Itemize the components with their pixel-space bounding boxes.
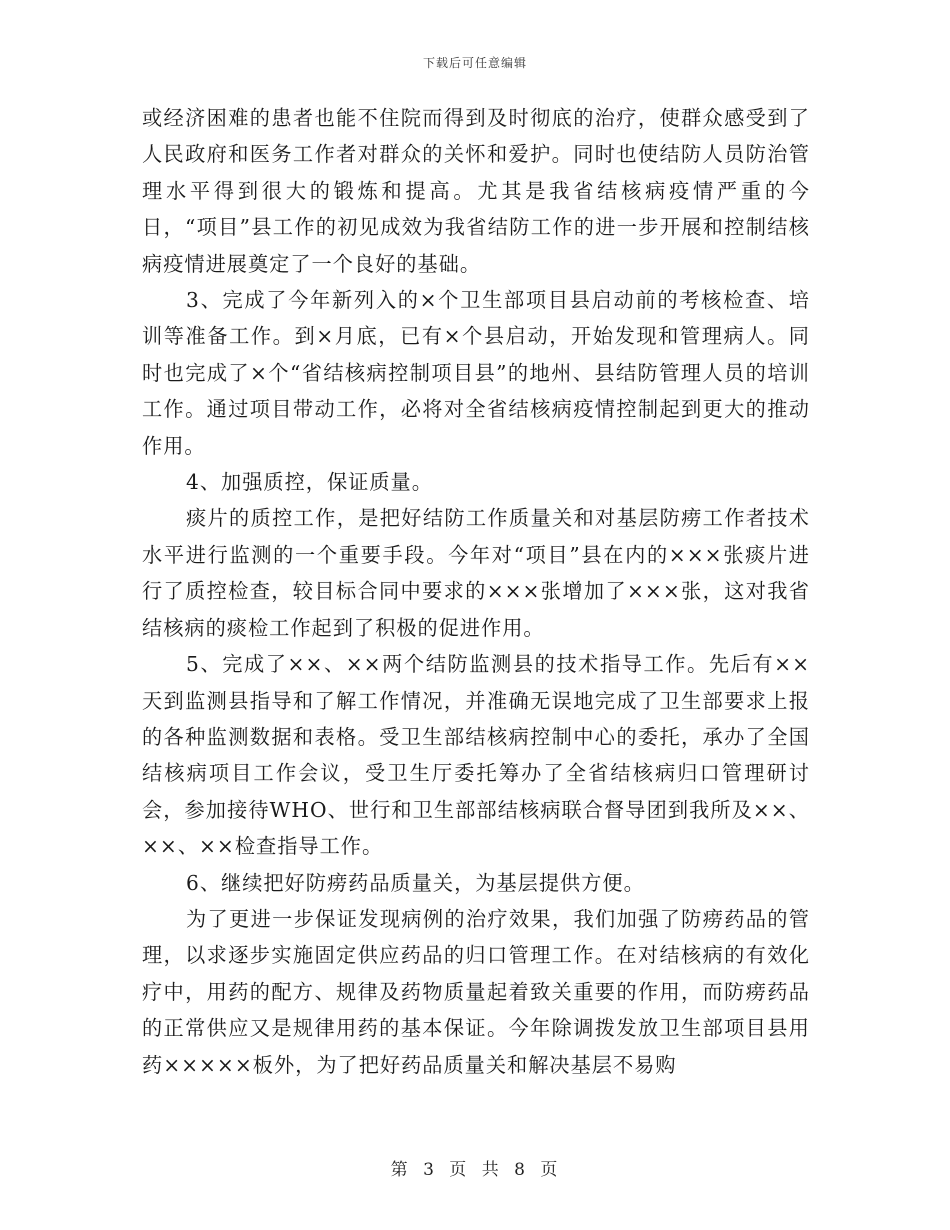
paragraph-quality-control: 痰片的质控工作，是把好结防工作质量关和对基层防痨工作者技术水平进行监测的一个重要手段。今年对“项目”县在内的×××张痰片进行了质控检查，较目标合同中要求的×××张增加了×××张，这对我省结核病的痰检工作起到了积极的促进作用。	[142, 506, 810, 640]
paragraph-item-4-heading: 4、加强质控，保证质量。	[186, 470, 433, 495]
paragraph-continuation: 或经济困难的患者也能不住院而得到及时彻底的治疗，使群众感受到了人民政府和医务工作者对群众的关怀和爱护。同时也使结防人员防治管理水平得到很大的锻炼和提高。尤其是我省结核病疫情严重的今日，“项目”县工作的初见成效为我省结防工作的进一步开展和控制结核病疫情进展奠定了一个良好的基础。	[142, 106, 810, 276]
paragraph-drug-management: 为了更进一步保证发现病例的治疗效果，我们加强了防痨药品的管理，以求逐步实施固定供应药品的归口管理工作。在对结核病的有效化疗中，用药的配方、规律及药物质量起着致关重要的作用，而防痨药品的正常供应又是规律用药的基本保证。今年除调拨发放卫生部项目县用药×××××板外，为了把好药品质量关和解决基层不易购	[142, 906, 810, 1077]
page-header: 下载后可任意编辑	[422, 56, 527, 70]
paragraph-item-5: 5、完成了××、××两个结防监测县的技术指导工作。先后有××天到监测县指导和了解工作情况，并准确无误地完成了卫生部要求上报的各种监测数据和表格。受卫生部结核病控制中心的委托，承办了全国结核病项目工作会议，受卫生厅委托筹办了全省结核病归口管理研讨会，参加接待WHO、世行和卫生部部结核病联合督导团到我所及××、××、××检查指导工作。	[142, 652, 810, 859]
paragraph-item-6-heading: 6、继续把好防痨药品质量关，为基层提供方便。	[186, 870, 645, 895]
page-footer: 第 3 页 共 8 页	[390, 1160, 560, 1180]
document-body	[142, 100, 810, 1083]
paragraph-item-3: 3、完成了今年新列入的×个卫生部项目县启动前的考核检查、培训等准备工作。到×月底，已有×个县启动，开始发现和管理病人。同时也完成了×个“省结核病控制项目县”的地州、县结防管理人员的培训工作。通过项目带动工作，必将对全省结核病疫情控制起到更大的推动作用。	[142, 288, 810, 458]
